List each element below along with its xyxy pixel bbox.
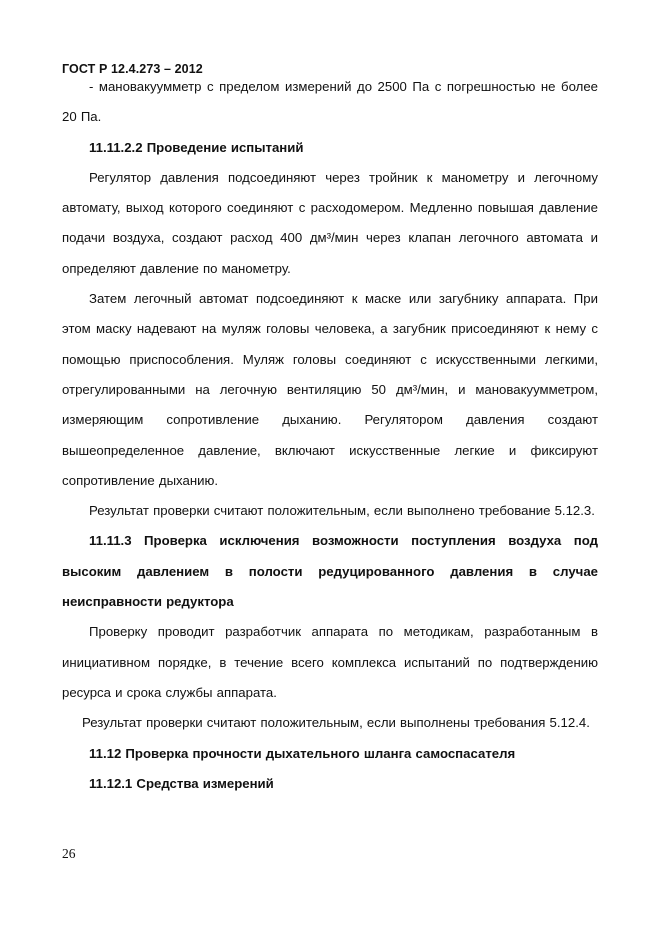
- heading-measurement-tools: 11.12.1 Средства измерений: [89, 775, 274, 791]
- heading-test-procedure: 11.11.2.2 Проведение испытаний: [89, 139, 304, 155]
- heading-high-pressure-check: 11.11.3 Проверка исключения возможности поступления воздуха под высоким давлением в полости редуцированного давления в случае неисправности редуктора: [62, 533, 598, 610]
- page-number: 26: [62, 846, 76, 861]
- document-body: [62, 72, 598, 799]
- document-header: ГОСТ Р 12.4.273 – 2012: [62, 62, 203, 76]
- heading-hose-strength: 11.12 Проверка прочности дыхательного шланга самоспасателя: [89, 745, 516, 761]
- paragraph-result-5-12-3: Результат проверки считают положительным, если выполнено требование 5.12.3.: [89, 503, 595, 519]
- paragraph-regulator-connection: Регулятор давления подсоединяют через тройник к манометру и легочному автомату, выход которого соединяют с расходомером. Медленно повышая давление подачи воздуха, создают расход 400 дм³/мин через клапан легочного автомата и определяют давление по манометру.: [62, 169, 598, 276]
- paragraph-result-5-12-4: Результат проверки считают положительным, если выполнены требования 5.12.4.: [82, 715, 590, 731]
- paragraph-developer-check: Проверку проводит разработчик аппарата по методикам, разработанным в инициативном порядке, в течение всего комплекса испытаний по подтверждению ресурса и срока службы аппарата.: [62, 624, 598, 700]
- paragraph-mask-connection: Затем легочный автомат подсоединяют к маске или загубнику аппарата. При этом маску надевают на муляж головы человека, а загубник присоединяют к нему с помощью приспособления. Муляж головы соединяют с искусственными легкими, отрегулированными на легочную вентиляцию 50 дм³/мин, и мановакуумметром, измеряющим сопротивление дыханию. Регулятором давления создают вышеопределенное давление, включают искусственные легкие и фиксируют сопротивление дыханию.: [62, 291, 598, 488]
- paragraph-instrument-item: - мановакуумметр с пределом измерений до 2500 Па с погрешностью не более 20 Па.: [62, 79, 598, 125]
